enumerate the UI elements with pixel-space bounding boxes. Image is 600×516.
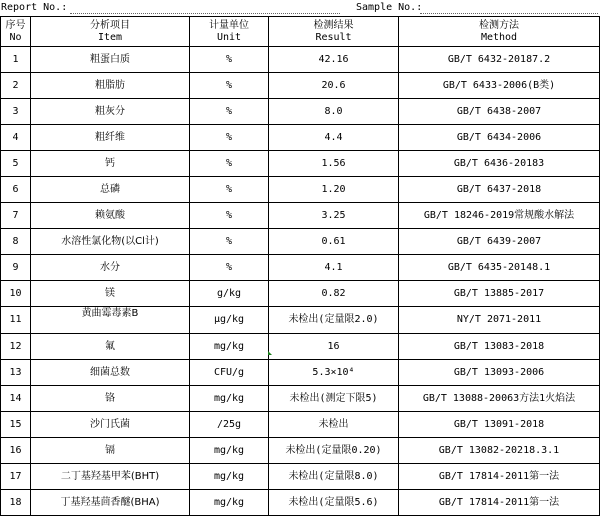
cell-item: 水溶性氯化物(以Cl计) bbox=[31, 229, 190, 255]
cell-result: 3.25 bbox=[269, 203, 399, 229]
cell-item: 镉 bbox=[31, 438, 190, 464]
col-header-no-en: No bbox=[9, 31, 22, 43]
col-header-item bbox=[31, 17, 190, 47]
cell-no: 9 bbox=[1, 255, 31, 281]
cell-no: 10 bbox=[1, 281, 31, 307]
col-header-item-cn: 分析项目 bbox=[90, 19, 130, 31]
table-row bbox=[1, 255, 600, 281]
cell-method: GB/T 6438-2007 bbox=[399, 99, 600, 125]
cell-no: 4 bbox=[1, 125, 31, 151]
report-header bbox=[0, 0, 600, 16]
table-row bbox=[1, 99, 600, 125]
col-header-result-en: Result bbox=[315, 31, 352, 43]
cell-unit: % bbox=[190, 47, 269, 73]
cell-method: GB/T 6439-2007 bbox=[399, 229, 600, 255]
cell-unit: /25g bbox=[190, 412, 269, 438]
cell-method: GB/T 6437-2018 bbox=[399, 177, 600, 203]
table-header-row bbox=[1, 17, 600, 47]
cell-unit: % bbox=[190, 151, 269, 177]
cell-no: 12 bbox=[1, 334, 31, 360]
cell-method: GB/T 6432-20187.2 bbox=[399, 47, 600, 73]
cell-unit: % bbox=[190, 73, 269, 99]
col-header-result-cn: 检测结果 bbox=[313, 19, 354, 31]
col-header-method-en: Method bbox=[480, 31, 518, 43]
col-header-method-cn: 检测方法 bbox=[479, 19, 519, 31]
table-row bbox=[1, 360, 600, 386]
cell-no: 13 bbox=[1, 360, 31, 386]
cell-result: 0.61 bbox=[269, 229, 399, 255]
cell-unit: % bbox=[190, 203, 269, 229]
table-row bbox=[1, 464, 600, 490]
table-row bbox=[1, 125, 600, 151]
cell-item: 粗蛋白质 bbox=[31, 47, 190, 73]
cell-no: 6 bbox=[1, 177, 31, 203]
cell-method: GB/T 6434-2006 bbox=[399, 125, 600, 151]
cell-result: 4.4 bbox=[269, 125, 399, 151]
cell-result: 16 bbox=[269, 334, 399, 360]
cell-item: 二丁基羟基甲苯(BHT) bbox=[31, 464, 190, 490]
cell-no: 17 bbox=[1, 464, 31, 490]
cell-method: GB/T 13091-2018 bbox=[399, 412, 600, 438]
cell-item: 氟 bbox=[31, 334, 190, 360]
cell-result: 未检出(测定下限5) bbox=[269, 386, 399, 412]
cell-item: 赖氨酸 bbox=[31, 203, 190, 229]
cell-item: 镁 bbox=[31, 281, 190, 307]
cell-no: 15 bbox=[1, 412, 31, 438]
cell-no: 7 bbox=[1, 203, 31, 229]
cell-item: 黄曲霉毒素B bbox=[31, 307, 190, 334]
table-row bbox=[1, 438, 600, 464]
cell-method: GB/T 13093-2006 bbox=[399, 360, 600, 386]
table-row bbox=[1, 177, 600, 203]
cell-result: 未检出(定量限5.6) bbox=[269, 490, 399, 516]
cell-no: 1 bbox=[1, 47, 31, 73]
cell-unit: mg/kg bbox=[190, 438, 269, 464]
cell-item: 粗纤维 bbox=[31, 125, 190, 151]
cell-no: 3 bbox=[1, 99, 31, 125]
cell-unit: mg/kg bbox=[190, 490, 269, 516]
cell-no: 14 bbox=[1, 386, 31, 412]
cell-unit: % bbox=[190, 125, 269, 151]
table-row bbox=[1, 412, 600, 438]
report-no-field bbox=[70, 13, 340, 14]
cell-unit: % bbox=[190, 229, 269, 255]
cell-item: 粗脂肪 bbox=[31, 73, 190, 99]
sample-no-label: Sample No.: bbox=[356, 2, 423, 13]
cell-no: 8 bbox=[1, 229, 31, 255]
cell-unit: μg/kg bbox=[190, 307, 269, 334]
cell-method: GB/T 6435-20148.1 bbox=[399, 255, 600, 281]
cell-method: GB/T 6436-20183 bbox=[399, 151, 600, 177]
cell-result: 1.56 bbox=[269, 151, 399, 177]
cell-unit: CFU/g bbox=[190, 360, 269, 386]
cell-item: 丁基羟基茴香醚(BHA) bbox=[31, 490, 190, 516]
cell-unit: mg/kg bbox=[190, 386, 269, 412]
cell-method: GB/T 6433-2006(B类) bbox=[399, 73, 600, 99]
cell-result: 未检出(定量限8.0) bbox=[269, 464, 399, 490]
table-row bbox=[1, 281, 600, 307]
cell-method: GB/T 13082-20218.3.1 bbox=[399, 438, 600, 464]
cell-item: 细菌总数 bbox=[31, 360, 190, 386]
cell-method: GB/T 17814-2011第一法 bbox=[399, 490, 600, 516]
report-no-label: Report No.: bbox=[1, 2, 68, 13]
cell-comment-marker bbox=[268, 351, 272, 355]
cell-result: 20.6 bbox=[269, 73, 399, 99]
cell-result: 42.16 bbox=[269, 47, 399, 73]
cell-unit: % bbox=[190, 255, 269, 281]
col-header-unit-cn: 计量单位 bbox=[209, 19, 249, 31]
cell-unit: % bbox=[190, 99, 269, 125]
cell-no: 5 bbox=[1, 151, 31, 177]
table-row bbox=[1, 203, 600, 229]
table-row bbox=[1, 307, 600, 334]
cell-unit: % bbox=[190, 177, 269, 203]
table-row bbox=[1, 151, 600, 177]
table-row bbox=[1, 73, 600, 99]
col-header-method bbox=[399, 17, 600, 47]
table-row bbox=[1, 229, 600, 255]
cell-no: 18 bbox=[1, 490, 31, 516]
cell-unit: mg/kg bbox=[190, 464, 269, 490]
table-row bbox=[1, 386, 600, 412]
col-header-unit-en: Unit bbox=[216, 31, 242, 43]
table-row bbox=[1, 490, 600, 516]
cell-method: GB/T 13088-20063方法1火焰法 bbox=[399, 386, 600, 412]
cell-method: GB/T 13885-2017 bbox=[399, 281, 600, 307]
cell-method: NY/T 2071-2011 bbox=[399, 307, 600, 334]
sample-no-field bbox=[420, 13, 598, 14]
col-header-no bbox=[1, 17, 31, 47]
cell-item: 粗灰分 bbox=[31, 99, 190, 125]
table-row bbox=[1, 334, 600, 360]
cell-result: 5.3×10⁴ bbox=[269, 360, 399, 386]
col-header-unit bbox=[190, 17, 269, 47]
cell-result: 8.0 bbox=[269, 99, 399, 125]
cell-method: GB/T 18246-2019常规酸水解法 bbox=[399, 203, 600, 229]
cell-item: 沙门氏菌 bbox=[31, 412, 190, 438]
col-header-no-cn: 序号 bbox=[5, 19, 26, 31]
col-header-item-en: Item bbox=[97, 31, 123, 43]
cell-no: 11 bbox=[1, 307, 31, 334]
cell-unit: g/kg bbox=[190, 281, 269, 307]
cell-result: 4.1 bbox=[269, 255, 399, 281]
cell-item: 铬 bbox=[31, 386, 190, 412]
cell-item: 钙 bbox=[31, 151, 190, 177]
cell-result: 未检出(定量限2.0) bbox=[269, 307, 399, 334]
cell-method: GB/T 17814-2011第一法 bbox=[399, 464, 600, 490]
cell-item: 总磷 bbox=[31, 177, 190, 203]
cell-unit: mg/kg bbox=[190, 334, 269, 360]
table-row bbox=[1, 47, 600, 73]
cell-item: 水分 bbox=[31, 255, 190, 281]
test-results-table bbox=[0, 16, 600, 516]
cell-result: 0.82 bbox=[269, 281, 399, 307]
cell-result: 未检出 bbox=[269, 412, 399, 438]
cell-no: 2 bbox=[1, 73, 31, 99]
col-header-result bbox=[269, 17, 399, 47]
cell-result: 1.20 bbox=[269, 177, 399, 203]
cell-method: GB/T 13083-2018 bbox=[399, 334, 600, 360]
cell-no: 16 bbox=[1, 438, 31, 464]
cell-result: 未检出(定量限0.20) bbox=[269, 438, 399, 464]
